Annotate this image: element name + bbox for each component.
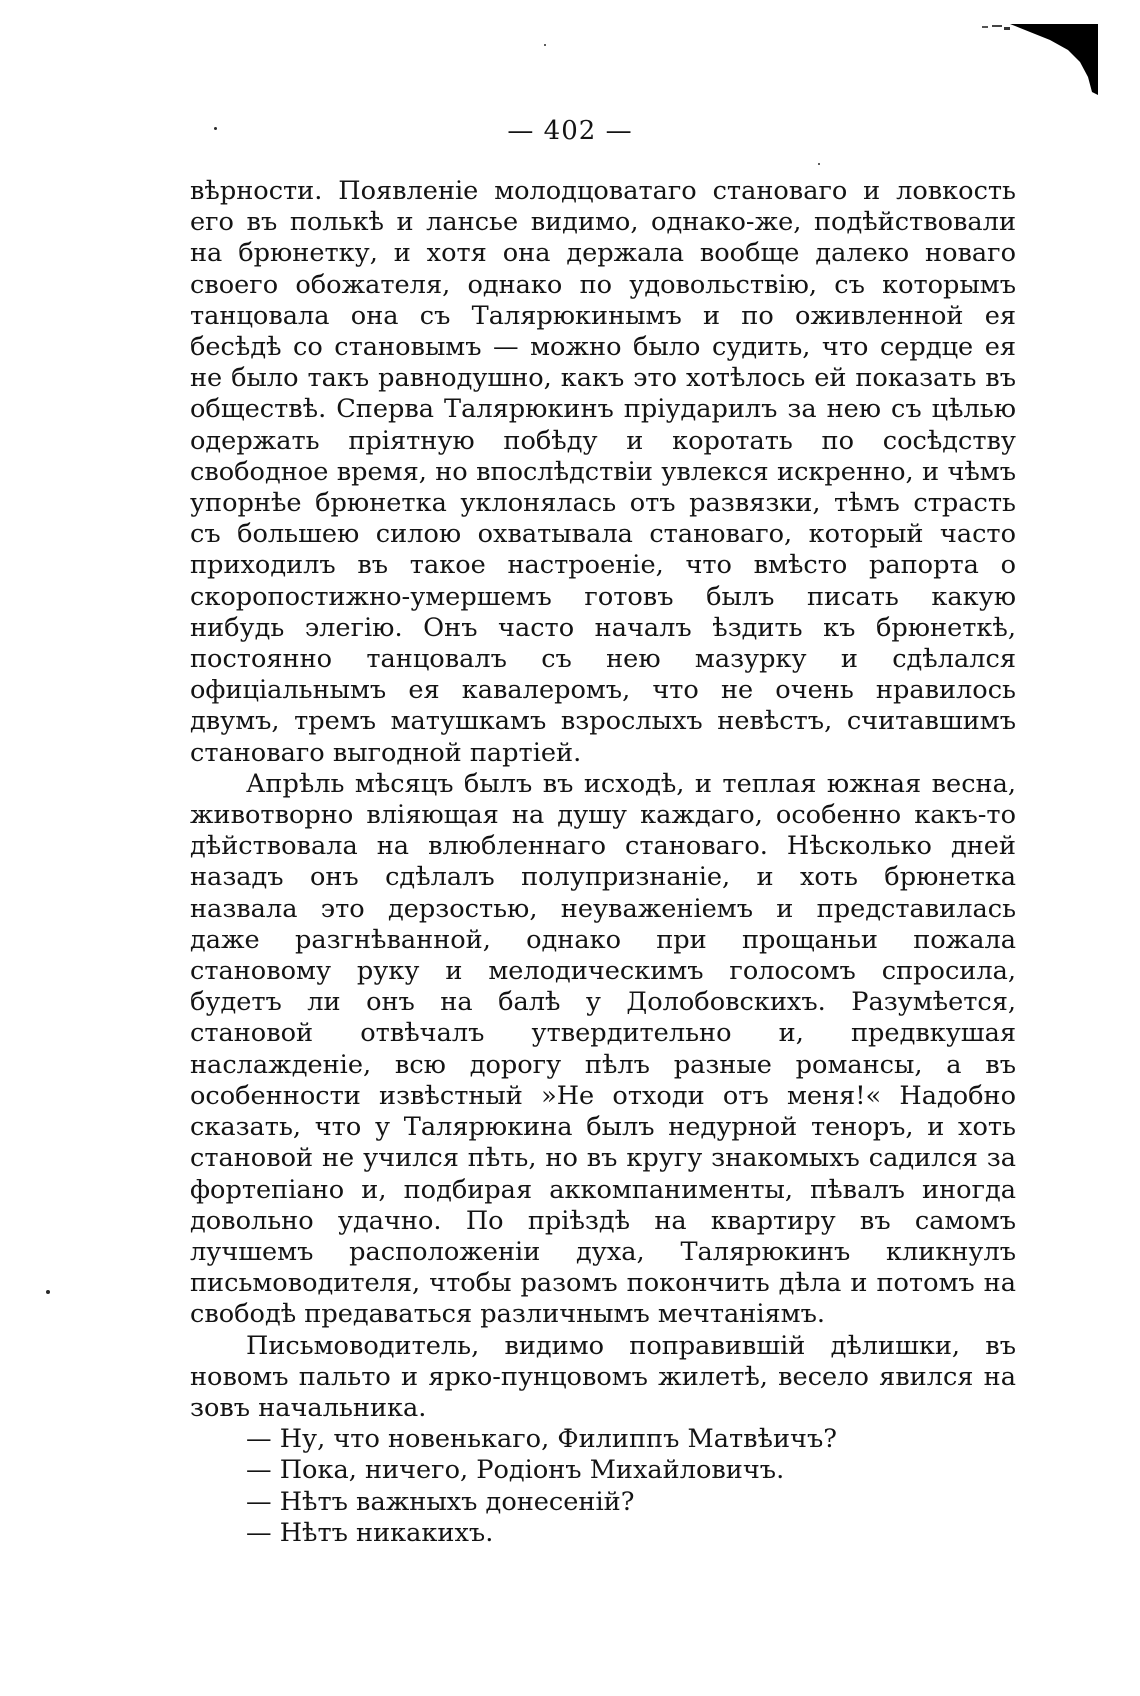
paragraph: Письмоводитель, видимо поправившій дѣлишки, въ новомъ пальто и ярко-пунцовомъ жилетѣ, весело явился на зовъ начальника. <box>190 1330 1016 1423</box>
paragraph: Апрѣль мѣсяцъ былъ въ исходѣ, и теплая южная весна, животворно вліяющая на душу каждаго, особенно какъ-то дѣйствовала на влюбленнаго становаго. Нѣсколько дней назадъ онъ сдѣлалъ полупризнаніе, и хоть брюнетка назвала это дерзостью, неуваженіемъ и представилась даже разгнѣванной, однако при прощаньи пожала становому руку и мелодическимъ голосомъ спросила, будетъ ли онъ на балѣ у Долобовскихъ. Разумѣется, становой отвѣчалъ утвердительно и, предвкушая наслажденіе, всю дорогу пѣлъ разные романсы, а въ особенности извѣстный »Не отходи отъ меня!« Надобно сказать, что у Талярюкина былъ недурной теноръ, и хоть становой не учился пѣть, но въ кругу знакомыхъ садился за фортепіано и, подбирая аккомпанименты, пѣвалъ иногда довольно удачно. По пріѣздѣ на квартиру въ самомъ лучшемъ расположеніи духа, Талярюкинъ кликнулъ письмоводителя, чтобы разомъ покончить дѣла и потомъ на свободѣ предаваться различнымъ мечтаніямъ. <box>190 768 1016 1330</box>
scan-shadow-corner <box>980 22 1100 97</box>
dialogue-line: — Пока, ничего, Родіонъ Михайловичъ. <box>246 1455 785 1486</box>
page-number: — 402 — <box>507 116 633 146</box>
scan-speck <box>544 44 546 46</box>
dialogue-line: — Нѣтъ важныхъ донесеній? <box>246 1486 635 1517</box>
scan-speck <box>46 1290 50 1294</box>
paragraph: вѣрности. Появленіе молодцоватаго становаго и ловкость его въ полькѣ и лансье видимо, однако-же, подѣйствовали на брюнетку, и хотя она держала вообще далеко новаго своего обожателя, однако по удовольствію, съ которымъ танцовала она съ Талярюкинымъ и по оживленной ея бесѣдѣ со становымъ — можно было судить, что сердце ея не было такъ равнодушно, какъ это хотѣлось ей показать въ обществѣ. Сперва Талярюкинъ пріударилъ за нею съ цѣлью одержать пріятную побѣду и коротать по сосѣдству свободное время, но впослѣдствіи увлекся искренно, и чѣмъ упорнѣе брюнетка уклонялась отъ развязки, тѣмъ страсть съ большею силою охватывала становаго, который часто приходилъ въ такое настроеніе, что вмѣсто рапорта о скоропостижно-умершемъ готовъ былъ писать какую нибудь элегію. Онъ часто началъ ѣздить къ брюнеткѣ, постоянно танцовалъ съ нею мазурку и сдѣлался офиціальнымъ ея кавалеромъ, что не очень нравилось двумъ, тремъ матушкамъ взрослыхъ невѣстъ, считавшимъ становаго выгодной партіей. <box>190 176 1016 768</box>
body-text <box>190 176 1016 1549</box>
dialogue-line: — Нѣтъ никакихъ. <box>246 1517 494 1548</box>
dialogue-line: — Ну, что новенькаго, Филиппъ Матвѣичъ? <box>246 1424 837 1455</box>
scan-speck <box>818 163 820 165</box>
